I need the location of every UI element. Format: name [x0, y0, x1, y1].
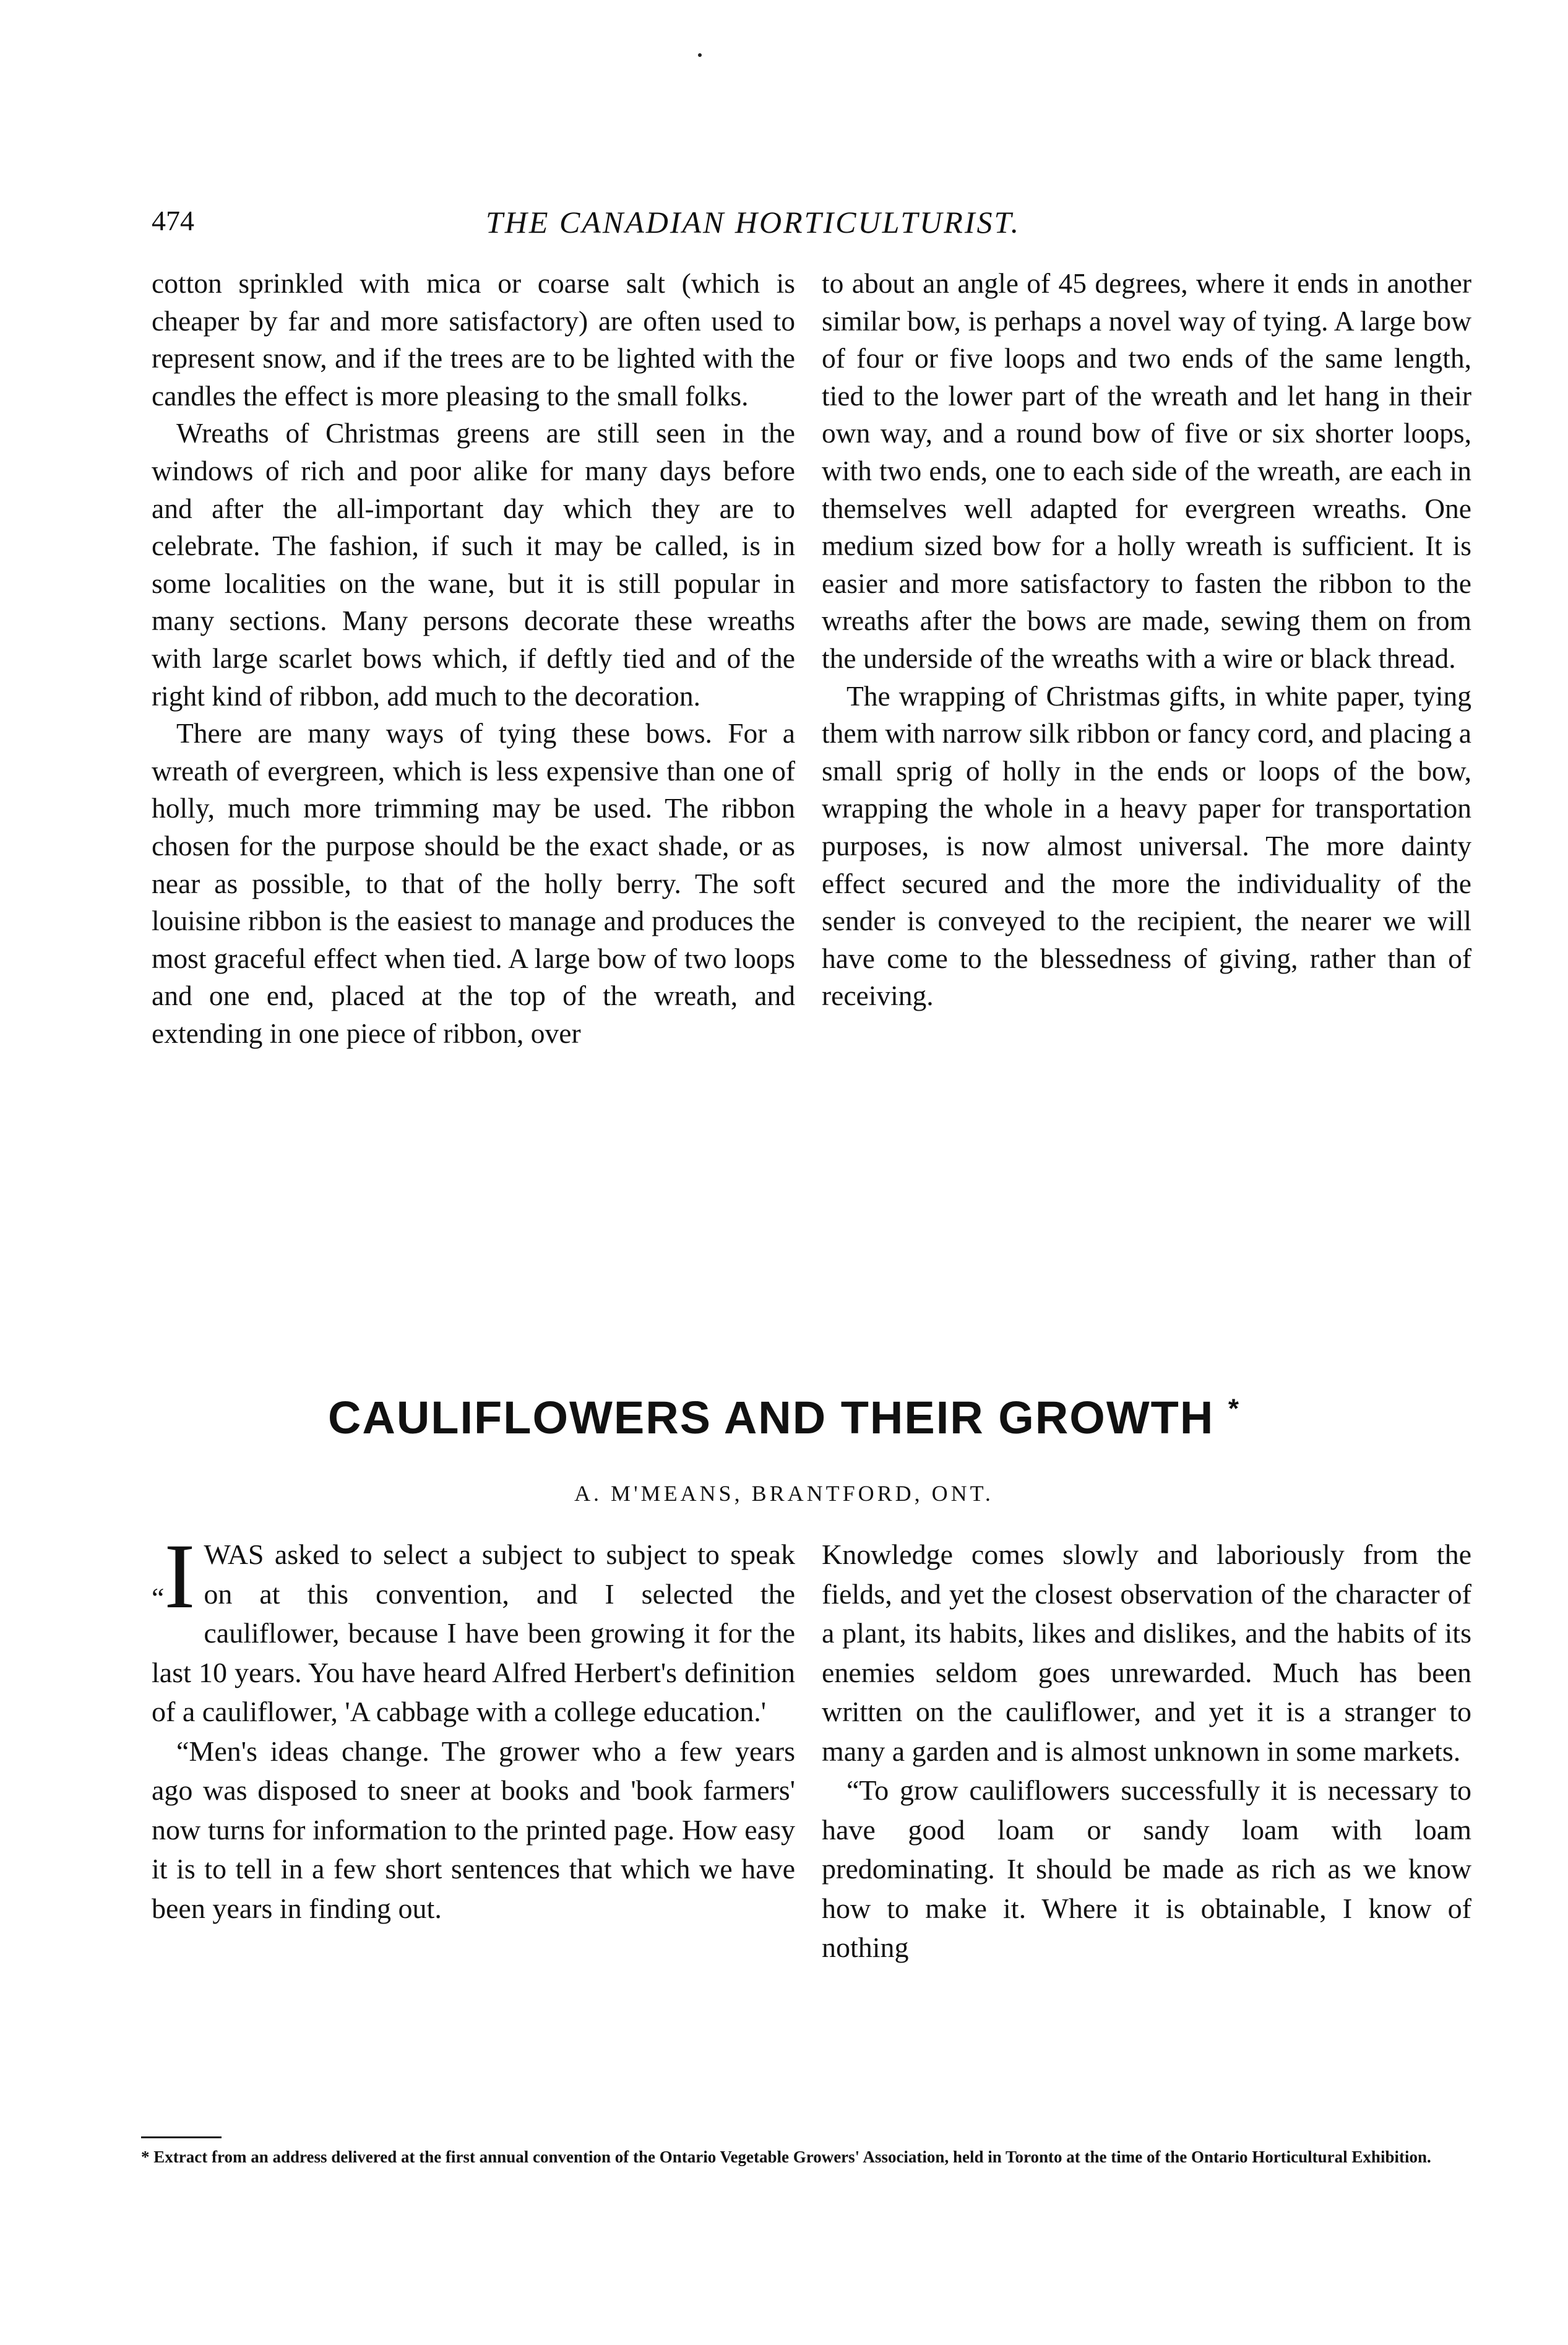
paragraph: “To grow cauliflowers successfully it is necessary to have good loam or sandy loam with loam predominating. It should be made as rich as we know how to make it. Where it is obtainable, I know of nothing — [822, 1774, 1471, 1963]
page-number: 474 — [152, 205, 194, 236]
continued-left-column — [152, 265, 795, 1052]
article-title — [0, 1391, 1568, 1444]
footnote-rule — [141, 2136, 222, 2138]
drop-cap-letter: I — [164, 1525, 196, 1628]
paragraph: There are many ways of tying these bows. For a wreath of evergreen, which is less expensive than one of holly, much more trimming may be used. The ribbon chosen for the purpose should be the exact shade, or as near as possible, to that of the holly berry. The soft louisine ribbon is the easiest to manage and produces the most graceful effect when tied. A large bow of two loops and one end, placed at the top of the wreath, and extending in one piece of ribbon, over — [152, 717, 795, 1049]
speck-mark — [698, 53, 702, 57]
opening-paragraph — [152, 1525, 795, 1732]
footnote: * Extract from an address delivered at the first annual convention of the Ontario Vegetable Growers' Association, held in Toronto at the time of the Ontario Horticultural Exhibition. — [141, 2148, 1431, 2166]
paragraph: “Men's ideas change. The grower who a few years ago was disposed to sneer at books and 'book farmers' now turns for information to the printed page. How easy it is to tell in a few short sentences that which we have been years in finding out. — [152, 1735, 795, 1924]
article-left-column — [152, 1525, 795, 1928]
paragraph: Wreaths of Christmas greens are still seen in the windows of rich and poor alike for many days before and after the all-important day which they are to celebrate. The fashion, if such it may be called, is in some localities on the wane, but it is still popular in many sections. Many persons decorate these wreaths with large scarlet bows which, if deftly tied and of the right kind of ribbon, add much to the decoration. — [152, 417, 795, 712]
journal-title: THE CANADIAN HORTICULTURIST. — [486, 205, 1021, 240]
opening-quote: “ — [152, 1582, 165, 1613]
article-right-column — [822, 1535, 1471, 1967]
paragraph: cotton sprinkled with mica or coarse salt (which is cheaper by far and more satisfactory) are often used to represent snow, and if the trees are to be lighted with the candles the effect is more pleasing to the small folks. — [152, 267, 795, 412]
continued-right-column — [822, 265, 1471, 1015]
drop-cap — [152, 1525, 196, 1635]
running-head — [152, 204, 1482, 248]
paragraph: Knowledge comes slowly and laboriously from the fields, and yet the closest observation of the character of a plant, its habits, likes and dislikes, and the habits of its enemies seldom goes unrewarded. Much has been written on the cauliflower, and yet it is a stranger to many a garden and is almost unknown in some markets. — [822, 1539, 1471, 1767]
footnote-marker: * — [1228, 1393, 1241, 1424]
paragraph: The wrapping of Christmas gifts, in white paper, tying them with narrow silk ribbon or fancy cord, and placing a small sprig of holly in the ends or loops of the bow, wrapping the whole in a heavy paper for transportation purposes, is now almost universal. The more dainty effect secured and the more the individuality of the sender is conveyed to the recipient, the nearer we will have come to the blessedness of giving, rather than of receiving. — [822, 680, 1471, 1012]
article-title-text: CAULIFLOWERS AND THEIR GROWTH — [327, 1392, 1215, 1443]
byline: A. M'MEANS, BRANTFORD, ONT. — [574, 1481, 994, 1506]
paragraph: to about an angle of 45 degrees, where it ends in another similar bow, is perhaps a novel way of tying. A large bow of four or five loops and two ends of the same length, tied to the lower part of the wreath and let hang in their own way, and a round bow of five or six shorter loops, with two ends, one to each side of the wreath, are each in themselves well adapted for evergreen wreaths. One medium sized bow for a holly wreath is sufficient. It is easier and more satisfactory to fasten the ribbon to the wreaths after the bows are made, sewing them on from the underside of the wreaths with a wire or black thread. — [822, 267, 1471, 674]
opening-text: WAS asked to select a subject to subject to speak on at this convention, and I selected the cauliflower, because I have been growing it for the last 10 years. You have heard Alfred Herbert's definition of a cauliflower, 'A cabbage with a college education.' — [152, 1539, 795, 1727]
